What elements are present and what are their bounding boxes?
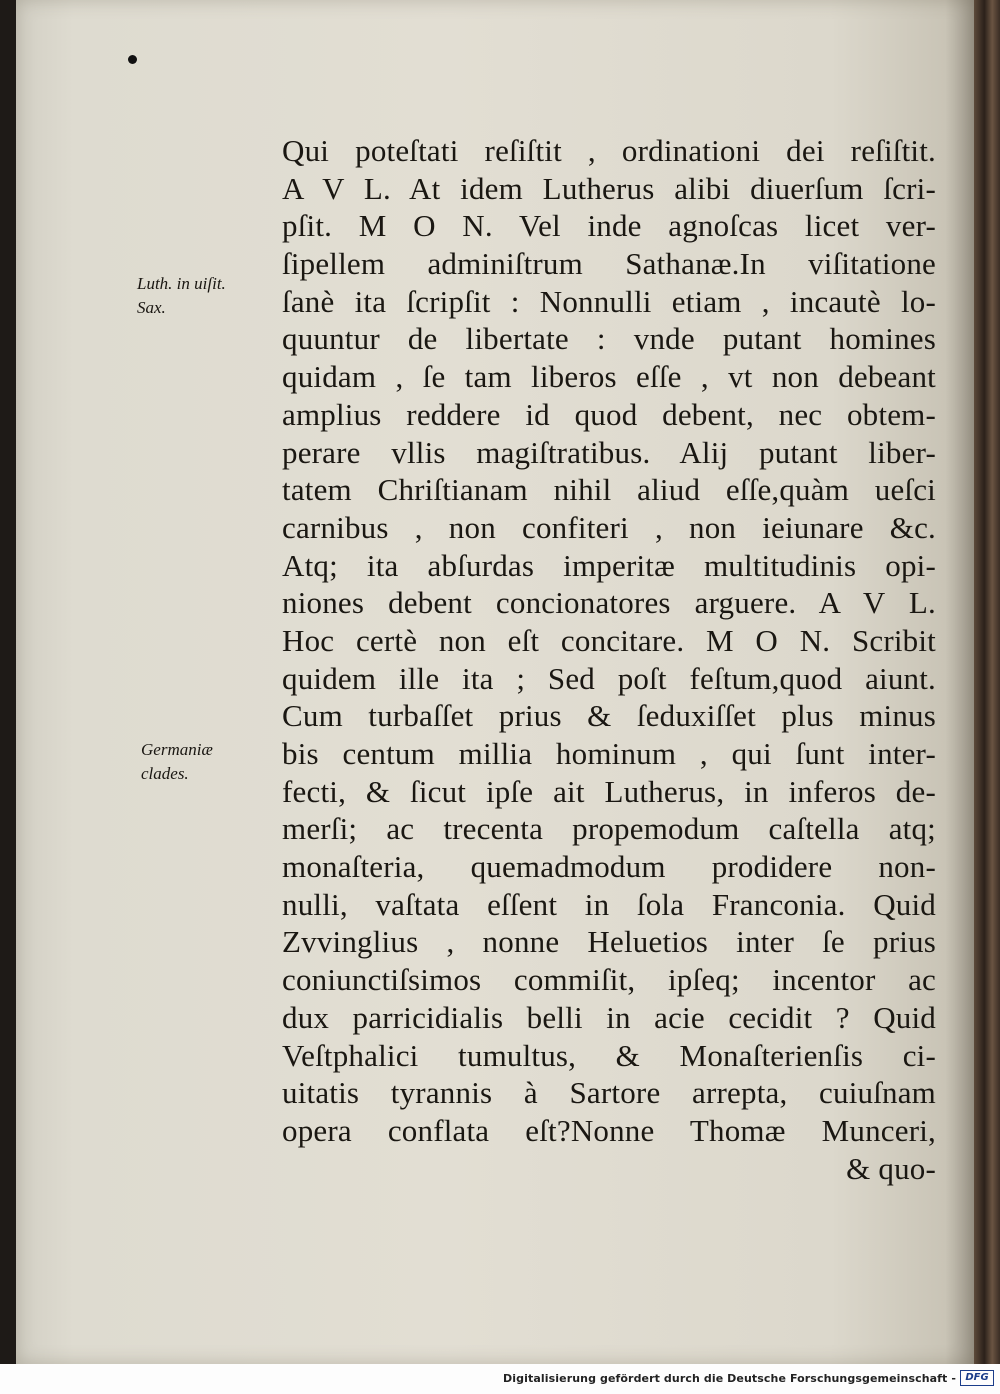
- text-line: opera conflata eſt?Nonne Thomæ Munceri,: [282, 1112, 936, 1148]
- text-line: nulli, vaſtata eſſent in ſola Franconia. Quid: [282, 886, 936, 922]
- text-line: quuntur de libertate : vnde putant homines: [282, 321, 936, 357]
- footer-credit: Digitalisierung gefördert durch die Deutsche Forschungsgemeinschaft -: [503, 1372, 956, 1385]
- text-line: A V L. At idem Lutherus alibi diuerſum ſcri-: [282, 170, 936, 206]
- text-line: Veſtphalici tumultus, & Monaſterienſis ci-: [282, 1037, 936, 1073]
- text-line: quidem ille ita ; Sed poſt feſtum,quod aiunt.: [282, 660, 936, 696]
- digitization-footer: [0, 1364, 1000, 1394]
- text-line: ſanè ita ſcripſit : Nonnulli etiam , incautè lo-: [282, 283, 936, 319]
- text-line: Cum turbaſſet prius & ſeduxiſſet plus minus: [282, 698, 936, 734]
- margin-note-line: clades.: [141, 764, 189, 783]
- ink-spot: [128, 55, 137, 64]
- catchword-line: & quo-: [846, 1150, 936, 1186]
- text-line: niones debent concionatores arguere. A V L.: [282, 585, 936, 621]
- text-line: monaſteria, quemadmodum prodidere non-: [282, 849, 936, 885]
- margin-note-line: Luth. in uiſit.: [137, 274, 226, 293]
- margin-note-line: Sax.: [137, 298, 166, 317]
- text-line: coniunctiſsimos commiſit, ipſeq; incentor ac: [282, 962, 936, 998]
- text-line: tatem Chriſtianam nihil aliud eſſe,quàm uеſci: [282, 472, 936, 508]
- text-line: Atq; ita abſurdas imperitæ multitudinis opi-: [282, 547, 936, 583]
- text-line: carnibus , non confiteri , non ieiunare &c.: [282, 509, 936, 545]
- text-line: pſit. M O N. Vel inde agnoſcas licet ver-: [282, 208, 936, 244]
- margin-note-line: Germaniæ: [141, 740, 213, 759]
- text-line: ſipellem adminiſtrum Sathanæ.In viſitatione: [282, 246, 936, 282]
- margin-note-luther: [137, 272, 226, 320]
- text-line: bis centum millia hominum , qui ſunt inter-: [282, 736, 936, 771]
- text-line: merſi; ac trecenta propemodum caſtella atq;: [282, 811, 936, 847]
- text-line: dux parricidialis belli in acie cecidit ? Quid: [282, 999, 936, 1035]
- text-line: perare vllis magiſtratibus. Alij putant liber-: [282, 434, 936, 470]
- dfg-logo-icon: DFG: [960, 1370, 994, 1386]
- margin-note-germania: [141, 738, 213, 786]
- text-line: quidam , ſe tam liberos eſſe , vt non debeant: [282, 359, 936, 395]
- text-line: Hoc certè non eſt concitare. M O N. Scribit: [282, 622, 936, 658]
- text-line: Zvvinglius , nonne Heluetios inter ſe prius: [282, 924, 936, 960]
- text-line: uitatis tyrannis à Sartore arrepta, cuiuſnam: [282, 1075, 936, 1111]
- book-binding: [974, 0, 1000, 1364]
- text-line: amplius reddere id quod debent, nec obtem-: [282, 396, 936, 432]
- text-line: Qui poteſtati reſiſtit , ordinationi dei reſiſtit.: [282, 133, 936, 168]
- main-text: [282, 132, 936, 1187]
- text-line: fecti, & ſicut ipſe ait Lutherus, in inferos de-: [282, 773, 936, 809]
